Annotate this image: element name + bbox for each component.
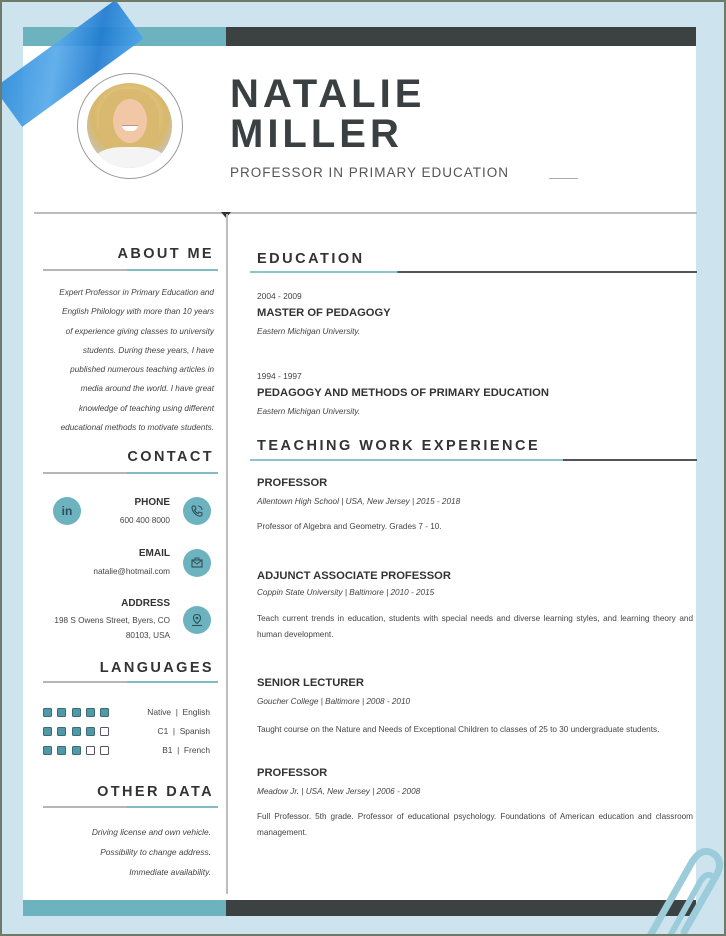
level-dot-filled [72,727,81,736]
level-dot-filled [57,708,66,717]
about-rule [43,269,218,271]
other-item: Driving license and own vehicle. [91,827,211,837]
job-role: PROFESSOR [257,477,328,489]
job-meta: Goucher College | Baltimore | 2008 - 2010 [257,697,411,706]
linkedin-icon[interactable]: in [53,497,81,525]
job-meta: Meadow Jr. | USA, New Jersey | 2006 - 2008 [257,787,421,796]
job-role: SENIOR LECTURER [257,677,364,689]
language-label: B1 | French [162,745,210,755]
level-dot-empty [86,746,95,755]
level-dot-filled [86,708,95,717]
other-data-heading: OTHER DATA [97,784,214,800]
language-row-spanish [43,726,218,738]
job-description: Full Professor. 5th grade. Professor of educational psychology. Foundations of American education and classroom management. [257,812,693,837]
job-meta: Allentown High School | USA, New Jersey | 2015 - 2018 [257,497,461,506]
experience-heading: TEACHING WORK EXPERIENCE [257,438,541,454]
phone-value: 600 400 8000 [119,516,170,525]
level-dot-filled [72,746,81,755]
level-dot-empty [100,746,109,755]
phone-label: PHONE [134,497,170,508]
languages-rule [43,681,218,683]
about-heading: ABOUT ME [117,246,214,262]
education-rule [250,271,697,273]
level-dot-filled [72,708,81,717]
level-dot-filled [57,727,66,736]
candidate-name [230,74,425,154]
education-dates: 2004 - 2009 [257,291,302,301]
contact-rule [43,472,218,474]
education-degree: MASTER OF PEDAGOGY [257,307,391,319]
phone-icon [183,497,211,525]
languages-heading: LANGUAGES [99,660,214,676]
bottom-accent-bar-teal [23,900,226,916]
paperclip-icon [640,842,726,936]
bottom-accent-bar-dark [226,900,696,916]
education-institution: Eastern Michigan University. [257,327,361,336]
level-dot-empty [100,727,109,736]
level-dot-filled [43,746,52,755]
job-description: Teach current trends in education, students with special needs and diverse learning styles, and learning theory and human development. [257,614,693,639]
job-role: ADJUNCT ASSOCIATE PROFESSOR [257,570,451,582]
level-dot-filled [57,746,66,755]
contact-heading: CONTACT [127,449,214,465]
header-divider [34,212,697,214]
education-heading: EDUCATION [257,251,365,267]
level-dot-filled [86,727,95,736]
other-item: Immediate availability. [129,867,211,877]
language-label: Native | English [147,707,210,717]
title-dash [549,178,578,179]
level-dot-filled [100,708,109,717]
education-degree: PEDAGOGY AND METHODS OF PRIMARY EDUCATION [257,387,549,399]
other-data-rule [43,806,218,808]
other-item: Possibility to change address. [100,847,211,857]
job-title: PROFESSOR IN PRIMARY EDUCATION [230,165,510,180]
job-description: Professor of Algebra and Geometry. Grades 7 - 10. [257,522,442,531]
level-dot-filled [43,727,52,736]
language-row-french [43,745,218,757]
first-name: NATALIE [230,72,426,116]
last-name: MILLER [230,112,403,156]
level-dot-filled [43,708,52,717]
education-institution: Eastern Michigan University. [257,407,361,416]
language-label: C1 | Spanish [157,726,210,736]
profile-photo-frame [77,73,183,179]
column-divider [226,214,228,894]
email-value[interactable]: natalie@hotmail.com [93,567,170,576]
experience-rule [250,459,697,461]
job-role: PROFESSOR [257,767,328,779]
location-pin-icon [183,606,211,634]
top-accent-bar-dark [226,27,696,46]
about-text: Expert Professor in Primary Education and English Philology with more than 10 years of experience giving classes to university students. During these years, I have published numerous teaching articles in media around the world. I have great knowledge of teaching using different educational methods to motivate students. [59,288,214,433]
education-dates: 1994 - 1997 [257,371,302,381]
language-row-english [43,707,218,719]
email-label: EMAIL [138,548,170,559]
email-icon [183,549,211,577]
job-description: Taught course on the Nature and Needs of Exceptional Children to classes of 25 to 30 undergraduate students. [257,725,660,734]
profile-photo [87,83,172,168]
address-value: 198 S Owens Street, Byers, CO 80103, USA [54,616,170,640]
job-meta: Coppin State University | Baltimore | 2010 - 2015 [257,588,435,597]
address-label: ADDRESS [121,598,170,609]
